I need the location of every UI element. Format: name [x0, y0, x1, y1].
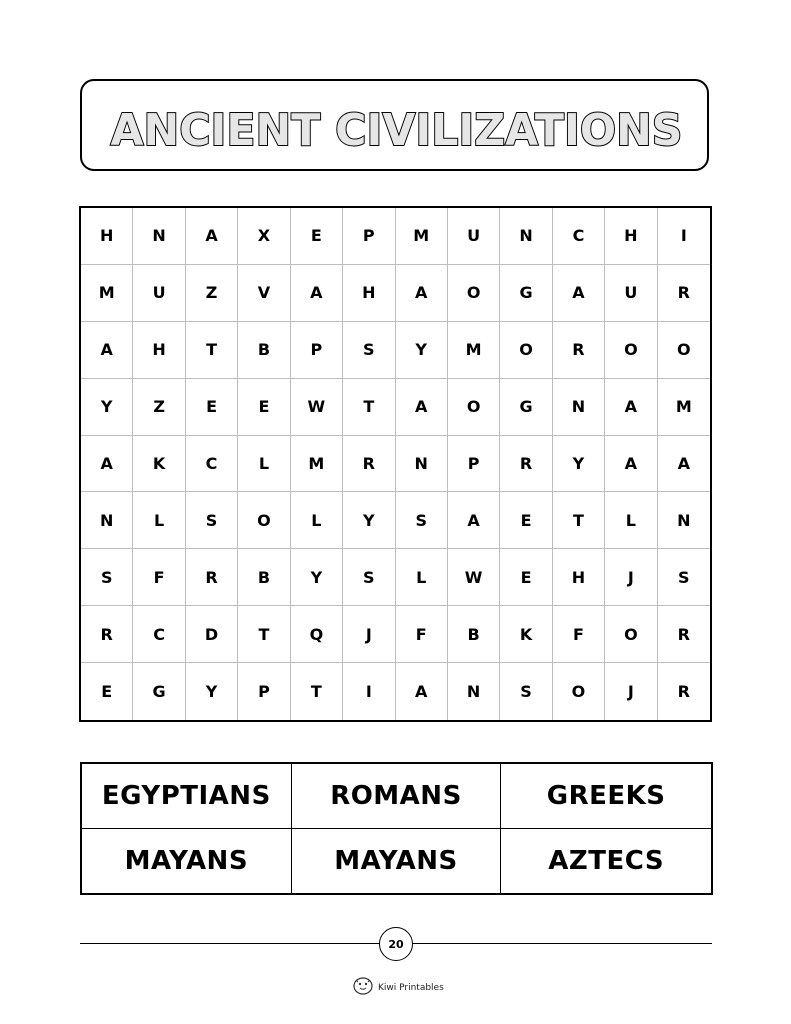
grid-cell: M	[81, 265, 133, 322]
title-box	[80, 79, 709, 171]
grid-cell: A	[605, 379, 657, 436]
grid-cell: L	[133, 492, 185, 549]
word-bank-item: MAYANS	[292, 829, 502, 894]
grid-cell: C	[553, 208, 605, 265]
grid-cell: E	[500, 549, 552, 606]
grid-cell: Y	[343, 492, 395, 549]
grid-cell: H	[133, 322, 185, 379]
grid-cell: R	[500, 436, 552, 493]
grid-cell: U	[448, 208, 500, 265]
grid-cell: O	[448, 379, 500, 436]
grid-cell: L	[238, 436, 290, 493]
grid-cell: F	[553, 606, 605, 663]
grid-cell: A	[291, 265, 343, 322]
grid-cell: T	[553, 492, 605, 549]
grid-cell: O	[448, 265, 500, 322]
grid-cell: K	[133, 436, 185, 493]
grid-cell: P	[343, 208, 395, 265]
grid-cell: C	[186, 436, 238, 493]
word-bank-item: AZTECS	[548, 845, 665, 876]
grid-cell: G	[133, 663, 185, 720]
grid-cell: H	[553, 549, 605, 606]
grid-cell: H	[605, 208, 657, 265]
grid-cell: S	[343, 322, 395, 379]
grid-cell: A	[186, 208, 238, 265]
word-bank-item: MAYANS	[82, 829, 292, 894]
kiwi-logo-icon	[352, 976, 374, 1000]
grid-cell: J	[605, 549, 657, 606]
grid-cell: N	[396, 436, 448, 493]
footer-divider-left	[80, 943, 379, 944]
grid-cell: O	[658, 322, 710, 379]
grid-cell: A	[396, 265, 448, 322]
page-title: ANCIENT CIVILIZATIONS	[110, 105, 683, 156]
grid-cell: P	[448, 436, 500, 493]
grid-cell: I	[658, 208, 710, 265]
grid-cell: T	[343, 379, 395, 436]
grid-cell: D	[186, 606, 238, 663]
grid-cell: G	[500, 265, 552, 322]
grid-cell: W	[291, 379, 343, 436]
grid-cell: E	[238, 379, 290, 436]
grid-cell: N	[553, 379, 605, 436]
grid-cell: A	[81, 436, 133, 493]
grid-cell: O	[553, 663, 605, 720]
grid-cell: E	[500, 492, 552, 549]
grid-cell: E	[186, 379, 238, 436]
grid-cell: R	[81, 606, 133, 663]
grid-cell: L	[291, 492, 343, 549]
grid-cell: A	[658, 436, 710, 493]
grid-cell: Y	[396, 322, 448, 379]
grid-cell: C	[133, 606, 185, 663]
grid-cell: L	[396, 549, 448, 606]
grid-cell: N	[448, 663, 500, 720]
grid-cell: U	[605, 265, 657, 322]
grid-cell: N	[500, 208, 552, 265]
grid-cell: R	[658, 606, 710, 663]
brand-footer	[352, 978, 444, 998]
grid-cell: M	[291, 436, 343, 493]
word-bank-item: EGYPTIANS	[82, 764, 292, 829]
grid-cell: V	[238, 265, 290, 322]
title-svg	[82, 81, 711, 173]
grid-cell: B	[238, 549, 290, 606]
grid-cell: I	[343, 663, 395, 720]
grid-cell: L	[605, 492, 657, 549]
grid-cell: M	[658, 379, 710, 436]
grid-cell: R	[658, 265, 710, 322]
word-bank-item: GREEKS	[501, 764, 711, 829]
grid-cell: O	[238, 492, 290, 549]
grid-cell: J	[343, 606, 395, 663]
grid-cell: O	[500, 322, 552, 379]
grid-cell: O	[605, 322, 657, 379]
grid-cell: B	[238, 322, 290, 379]
grid-cell: U	[133, 265, 185, 322]
footer-divider-right	[412, 943, 712, 944]
grid-cell: S	[343, 549, 395, 606]
grid-cell: R	[186, 549, 238, 606]
grid-cell: N	[658, 492, 710, 549]
grid-cell: Z	[186, 265, 238, 322]
grid-cell: G	[500, 379, 552, 436]
word-bank	[80, 762, 713, 895]
grid-cell: Y	[81, 379, 133, 436]
grid-cell: Y	[291, 549, 343, 606]
grid-cell: A	[605, 436, 657, 493]
grid-cell: A	[448, 492, 500, 549]
grid-cell: S	[186, 492, 238, 549]
word-bank-item: ROMANS	[292, 764, 502, 829]
grid-cell: Y	[186, 663, 238, 720]
grid-cell: M	[396, 208, 448, 265]
grid-cell: F	[133, 549, 185, 606]
grid-cell: B	[448, 606, 500, 663]
grid-cell: F	[396, 606, 448, 663]
grid-cell: P	[291, 322, 343, 379]
grid-cell: N	[81, 492, 133, 549]
grid-cell: P	[238, 663, 290, 720]
grid-cell: Y	[553, 436, 605, 493]
grid-cell: S	[500, 663, 552, 720]
grid-cell: Z	[133, 379, 185, 436]
grid-cell: T	[291, 663, 343, 720]
grid-cell: R	[343, 436, 395, 493]
grid-cell: W	[448, 549, 500, 606]
grid-cell: E	[81, 663, 133, 720]
grid-cell: S	[396, 492, 448, 549]
grid-cell: O	[605, 606, 657, 663]
word-search-grid	[79, 206, 712, 722]
grid-cell: R	[677, 682, 690, 702]
grid-cell: A	[396, 379, 448, 436]
grid-cell: M	[448, 322, 500, 379]
grid-cell: E	[291, 208, 343, 265]
grid-cell: K	[500, 606, 552, 663]
grid-cell: A	[81, 322, 133, 379]
grid-cell: S	[81, 549, 133, 606]
grid-cell: X	[238, 208, 290, 265]
brand-name: Kiwi Printables	[378, 983, 444, 993]
grid-cell: H	[81, 208, 133, 265]
page-number: 20	[379, 927, 413, 961]
grid-cell: H	[343, 265, 395, 322]
grid-cell: J	[605, 663, 657, 720]
grid-cell: A	[553, 265, 605, 322]
grid-cell: S	[658, 549, 710, 606]
grid-cell: R	[553, 322, 605, 379]
grid-cell: N	[133, 208, 185, 265]
grid-cell: T	[186, 322, 238, 379]
grid-cell: A	[396, 663, 448, 720]
grid-cell: T	[238, 606, 290, 663]
grid-cell: Q	[291, 606, 343, 663]
